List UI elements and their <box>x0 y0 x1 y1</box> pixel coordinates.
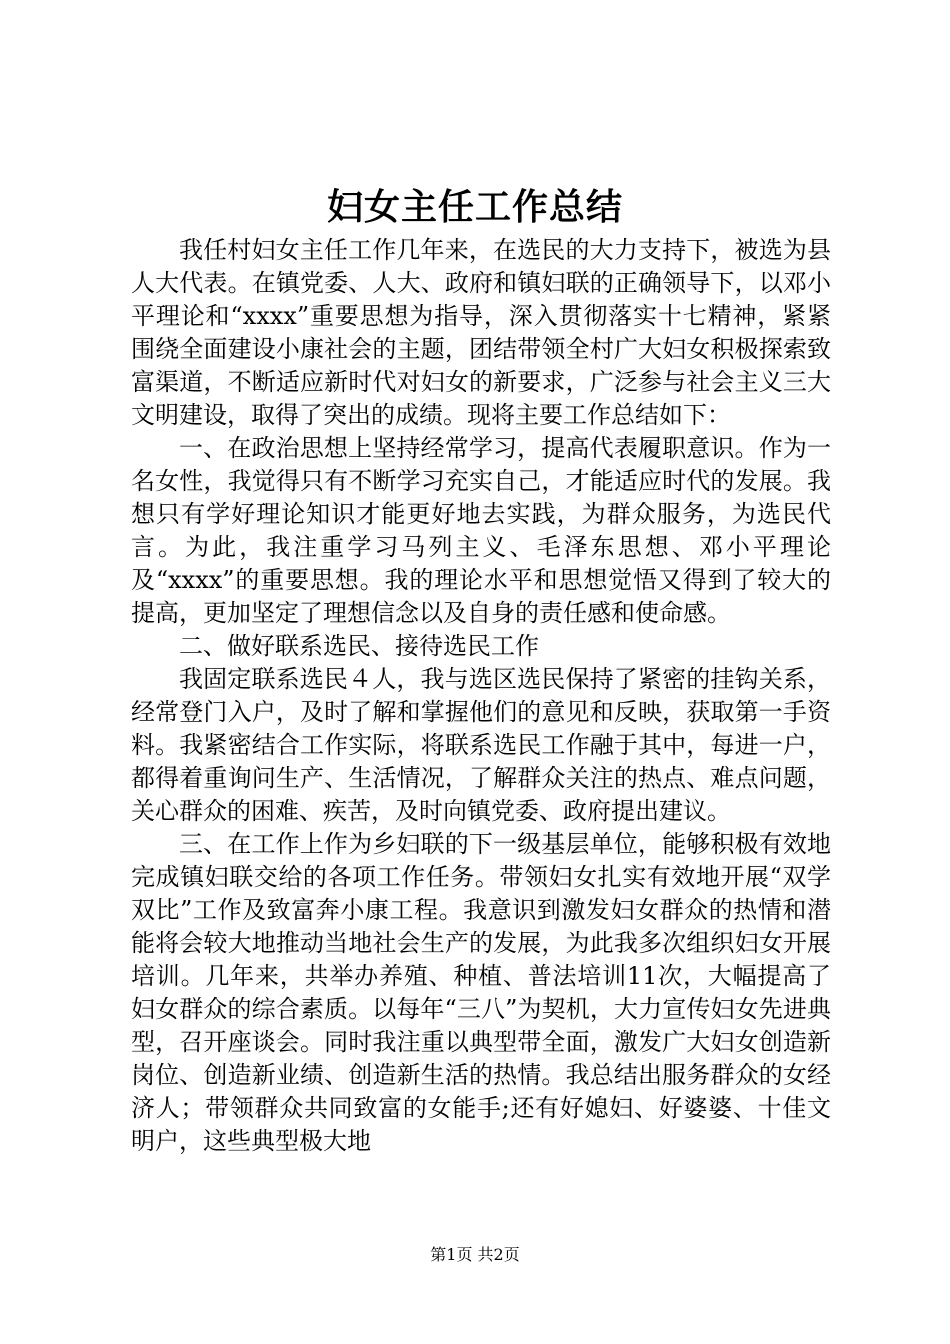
paragraph-section-2-body: 我固定联系选民４人，我与选区选民保持了紧密的挂钩关系，经常登门入户，及时了解和掌握他们的意见和反映，获取第一手资料。我紧密结合工作实际，将联系选民工作融于其中，每进一户，都得着重询问生产、生活情况，了解群众关注的热点、难点问题，关心群众的困难、疾苦，及时向镇党委、政府提出建议。 <box>131 665 831 825</box>
paragraph-section-1: 一、在政治思想上坚持经常学习，提高代表履职意识。作为一名女性，我觉得只有不断学习充实自己，才能适应时代的发展。我想只有学好理论知识才能更好地去实践，为群众服务，为选民代言。为此，我注重学习马列主义、毛泽东思想、邓小平理论及“xxxx”的重要思想。我的理论水平和思想觉悟又得到了较大的提高，更加坚定了理想信念以及自身的责任感和使命感。 <box>131 434 831 627</box>
paragraph-intro: 我任村妇女主任工作几年来，在选民的大力支持下，被选为县人大代表。在镇党委、人大、政府和镇妇联的正确领导下，以邓小平理论和“xxxx”重要思想为指导，深入贯彻落实十七精神，紧紧围绕全面建设小康社会的主题，团结带领全村广大妇女积极探索致富渠道，不断适应新时代对妇女的新要求，广泛参与社会主义三大文明建设，取得了突出的成绩。现将主要工作总结如下： <box>131 236 831 429</box>
document-body <box>131 234 831 1158</box>
paragraph-section-3: 三、在工作上作为乡妇联的下一级基层单位，能够积极有效地完成镇妇联交给的各项工作任务。带领妇女扎实有效地开展“双学双比”工作及致富奔小康工程。我意识到激发妇女群众的热情和潜能将会较大地推动当地社会生产的发展，为此我多次组织妇女开展培训。几年来，共举办养殖、种植、普法培训11次，大幅提高了妇女群众的综合素质。以每年“三八”为契机，大力宣传妇女先进典型，召开座谈会。同时我注重以典型带全面，激发广大妇女创造新岗位、创造新业绩、创造新生活的热情。我总结出服务群众的女经济人；带领群众共同致富的女能手;还有好媳妇、好婆婆、十佳文明户，这些典型极大地 <box>131 830 831 1155</box>
document-title: 妇女主任工作总结 <box>326 186 623 228</box>
paragraph-section-2-heading: 二、做好联系选民、接待选民工作 <box>179 632 539 660</box>
page-footer: 第1页 共2页 <box>430 1245 520 1264</box>
